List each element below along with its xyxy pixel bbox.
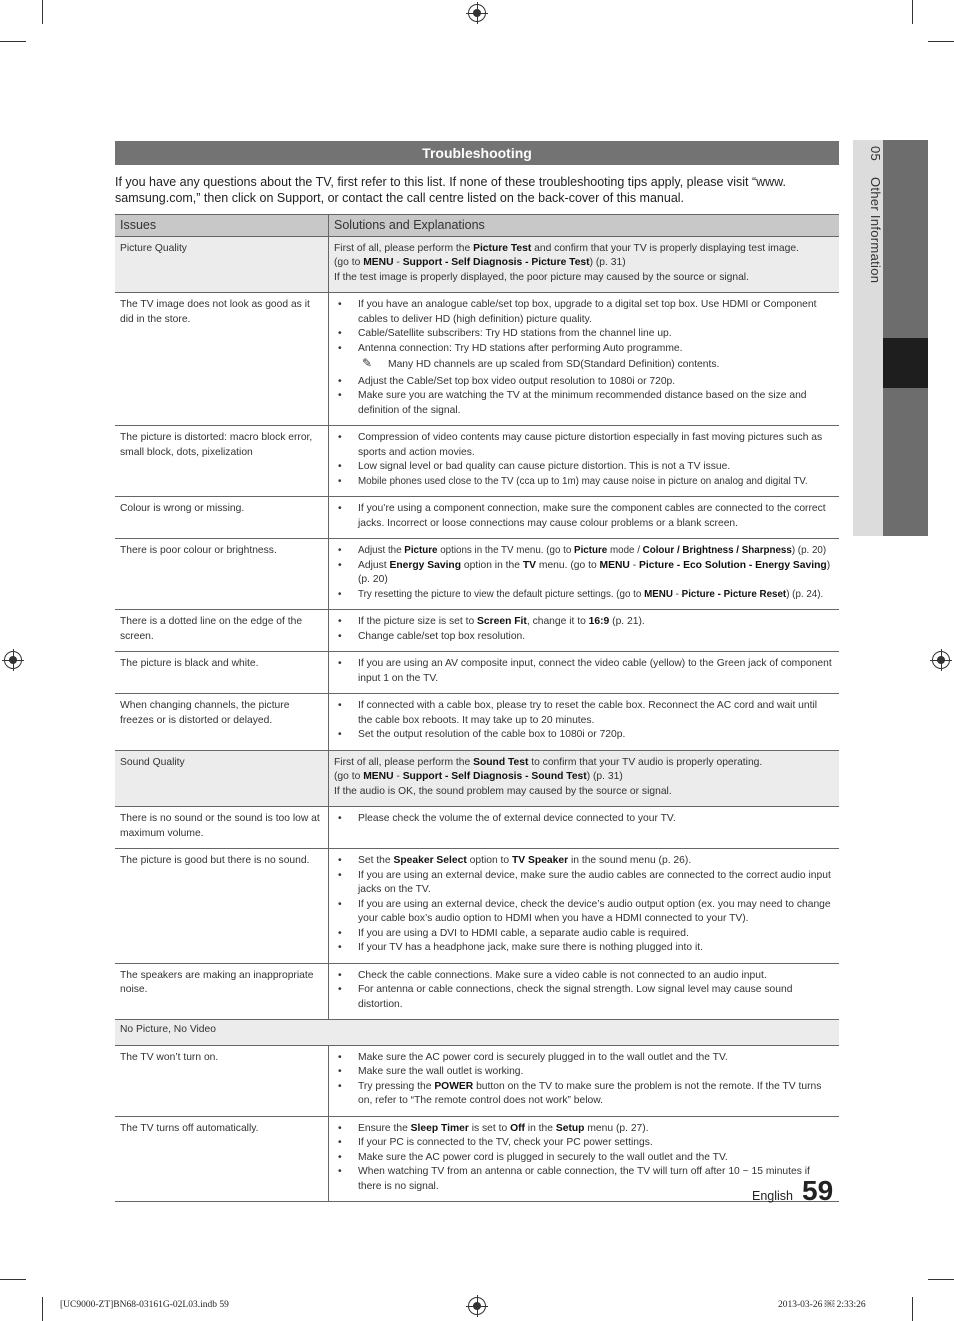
solutions-header: Solutions and Explanations: [329, 215, 840, 237]
list-item: • If you have an analogue cable/set top box, upgrade to a digital set top box. Use HDMI or Component cables to deliver HD (high definition) picture quality.: [334, 298, 834, 327]
list-item: • Ensure the Sleep Timer is set to Off in the Setup menu (p. 27).: [334, 1122, 834, 1137]
solution-cell: [329, 293, 840, 426]
table-row: [115, 293, 839, 426]
list-item: • If you’re using a component connection, make sure the component cables are connected to the correct jacks. Incorrect or loose connections may cause colour problems or a blank screen.: [334, 502, 834, 531]
crop-mark: [0, 41, 26, 42]
category-label: Sound Quality: [115, 750, 329, 807]
crop-mark: [928, 41, 954, 42]
issue-cell: The picture is distorted: macro block error, small block, dots, pixelization: [115, 426, 329, 497]
table-row: [115, 539, 839, 610]
list-item: • If you are using an AV composite input, connect the video cable (yellow) to the Green jack of component input 1 on the TV.: [334, 657, 834, 686]
list-item: • Try resetting the picture to view the default picture settings. (go to MENU - Picture - Picture Reset) (p. 24).: [334, 588, 834, 603]
intro-paragraph: If you have any questions about the TV, first refer to this list. If none of these troubleshooting tips apply, please visit “www. samsung.com,” then click on Support, or contact the call centre listed on the back-cover of this manual.: [115, 175, 786, 205]
footer-file-name: [UC9000-ZT]BN68-03161G-02L03.indb 59: [60, 1300, 229, 1310]
list-item: • Mobile phones used close to the TV (cca up to 1m) may cause noise in picture on analog and digital TV.: [334, 475, 834, 490]
table-row: [115, 963, 839, 1020]
table-row: [115, 807, 839, 849]
issue-cell: There is poor colour or brightness.: [115, 539, 329, 610]
category-description: First of all, please perform the Picture Test and confirm that your TV is properly displaying test image. (go to MENU - Support - Self Diagnosis - Picture Test) (p. 31) If the test image is properly displayed, the poor picture may caused by the source or signal.: [329, 236, 840, 293]
list-item: • Adjust Energy Saving option in the TV menu. (go to MENU - Picture - Eco Solution - Energy Saving) (p. 20): [334, 559, 834, 588]
table-row: [115, 1116, 839, 1202]
registration-mark-icon: [468, 1297, 486, 1315]
side-tab-marker: [883, 338, 928, 388]
table-row: [115, 426, 839, 497]
list-item: • If your PC is connected to the TV, check your PC power settings.: [334, 1136, 834, 1151]
category-row-sound-quality: [115, 750, 839, 807]
note-item: ✎ Many HD channels are up scaled from SD(Standard Definition) contents.: [334, 356, 834, 375]
issue-cell: The TV turns off automatically.: [115, 1116, 329, 1202]
table-row: [115, 1045, 839, 1116]
issue-cell: When changing channels, the picture freezes or is distorted or delayed.: [115, 694, 329, 751]
solution-cell: [329, 1045, 840, 1116]
solution-cell: [329, 426, 840, 497]
solution-cell: [329, 497, 840, 539]
category-label: Picture Quality: [115, 236, 329, 293]
list-item: • When watching TV from an antenna or cable connection, the TV will turn off after 10 ~ 15 minutes if there is no signal.: [334, 1165, 834, 1194]
crop-mark: [0, 1279, 26, 1280]
registration-mark-icon: [468, 4, 486, 22]
list-item: • Compression of video contents may cause picture distortion especially in fast moving pictures such as sports and action movies.: [334, 431, 834, 460]
footer-language: English: [752, 1189, 793, 1203]
list-item: • For antenna or cable connections, check the signal strength. Low signal level may cause sound distortion.: [334, 983, 834, 1012]
section-title: Troubleshooting: [115, 141, 839, 165]
issue-cell: The picture is black and white.: [115, 652, 329, 694]
table-row: [115, 610, 839, 652]
issue-cell: The TV image does not look as good as it did in the store.: [115, 293, 329, 426]
issue-cell: The TV won’t turn on.: [115, 1045, 329, 1116]
category-row-no-picture: [115, 1020, 839, 1046]
list-item: • Adjust the Cable/Set top box video output resolution to 1080i or 720p.: [334, 375, 834, 390]
list-item: • Please check the volume the of external device connected to your TV.: [334, 812, 834, 827]
side-tab-label: 05 Other Information: [868, 146, 883, 284]
category-row-picture-quality: [115, 236, 839, 293]
list-item: • Antenna connection: Try HD stations after performing Auto programme.: [334, 342, 834, 357]
list-item: • Low signal level or bad quality can cause picture distortion. This is not a TV issue.: [334, 460, 834, 475]
issue-cell: The picture is good but there is no sound.: [115, 849, 329, 964]
list-item: • Make sure the AC power cord is plugged in securely to the wall outlet and the TV.: [334, 1151, 834, 1166]
troubleshooting-table: [115, 214, 839, 1202]
issue-cell: There is a dotted line on the edge of the screen.: [115, 610, 329, 652]
list-item: • If connected with a cable box, please try to reset the cable box. Reconnect the AC cord and wait until the cable box reboots. It may take up to 20 minutes.: [334, 699, 834, 728]
issues-header: Issues: [115, 215, 329, 237]
solution-cell: [329, 694, 840, 751]
list-item: • Set the output resolution of the cable box to 1080i or 720p.: [334, 728, 834, 743]
list-item: • Make sure you are watching the TV at the minimum recommended distance based on the size and definition of the signal.: [334, 389, 834, 418]
table-row: [115, 497, 839, 539]
footer-timestamp: 2013-03-26 ￼ 2:33:26: [778, 1300, 866, 1310]
list-item: • Check the cable connections. Make sure a video cable is not connected to an audio input.: [334, 969, 834, 984]
registration-mark-icon: [4, 651, 22, 669]
crop-mark: [42, 1297, 43, 1321]
solution-cell: [329, 610, 840, 652]
crop-mark: [42, 0, 43, 24]
list-item: • Cable/Satellite subscribers: Try HD stations from the channel line up.: [334, 327, 834, 342]
category-label: No Picture, No Video: [115, 1020, 839, 1046]
list-item: • Set the Speaker Select option to TV Speaker in the sound menu (p. 26).: [334, 854, 834, 869]
registration-mark-icon: [932, 651, 950, 669]
table-header-row: [115, 215, 839, 237]
list-item: • If the picture size is set to Screen Fit, change it to 16:9 (p. 21).: [334, 615, 834, 630]
issue-cell: Colour is wrong or missing.: [115, 497, 329, 539]
list-item: • If you are using an external device, check the device’s audio output option (ex. you may need to change your cable box’s audio option to HDMI when you have a HDMI connected to your TV).: [334, 898, 834, 927]
solution-cell: [329, 807, 840, 849]
list-item: • Adjust the Picture options in the TV menu. (go to Picture mode / Colour / Brightness / Sharpness) (p. 20): [334, 544, 834, 559]
solution-cell: [329, 652, 840, 694]
issue-cell: There is no sound or the sound is too low at maximum volume.: [115, 807, 329, 849]
list-item: • Try pressing the POWER button on the TV to make sure the problem is not the remote. If the TV turns on, refer to “The remote control does not work” below.: [334, 1080, 834, 1109]
issue-cell: The speakers are making an inappropriate noise.: [115, 963, 329, 1020]
table-row: [115, 849, 839, 964]
list-item: • Make sure the AC power cord is securely plugged in to the wall outlet and the TV.: [334, 1051, 834, 1066]
list-item: • If you are using an external device, make sure the audio cables are connected to the correct audio input jacks on the TV.: [334, 869, 834, 898]
list-item: • Make sure the wall outlet is working.: [334, 1065, 834, 1080]
crop-mark: [912, 0, 913, 24]
solution-cell: [329, 539, 840, 610]
list-item: • Change cable/set top box resolution.: [334, 630, 834, 645]
list-item: • If your TV has a headphone jack, make sure there is nothing plugged into it.: [334, 941, 834, 956]
solution-cell: [329, 849, 840, 964]
page-number: 59: [802, 1175, 834, 1206]
solution-cell: [329, 963, 840, 1020]
crop-mark: [912, 1297, 913, 1321]
list-item: • If you are using a DVI to HDMI cable, a separate audio cable is required.: [334, 927, 834, 942]
crop-mark: [928, 1279, 954, 1280]
table-row: [115, 694, 839, 751]
category-description: First of all, please perform the Sound Test to confirm that your TV audio is properly operating. (go to MENU - Support - Self Diagnosis - Sound Test) (p. 31) If the audio is OK, the sound problem may caused by the source or signal.: [329, 750, 840, 807]
table-row: [115, 652, 839, 694]
